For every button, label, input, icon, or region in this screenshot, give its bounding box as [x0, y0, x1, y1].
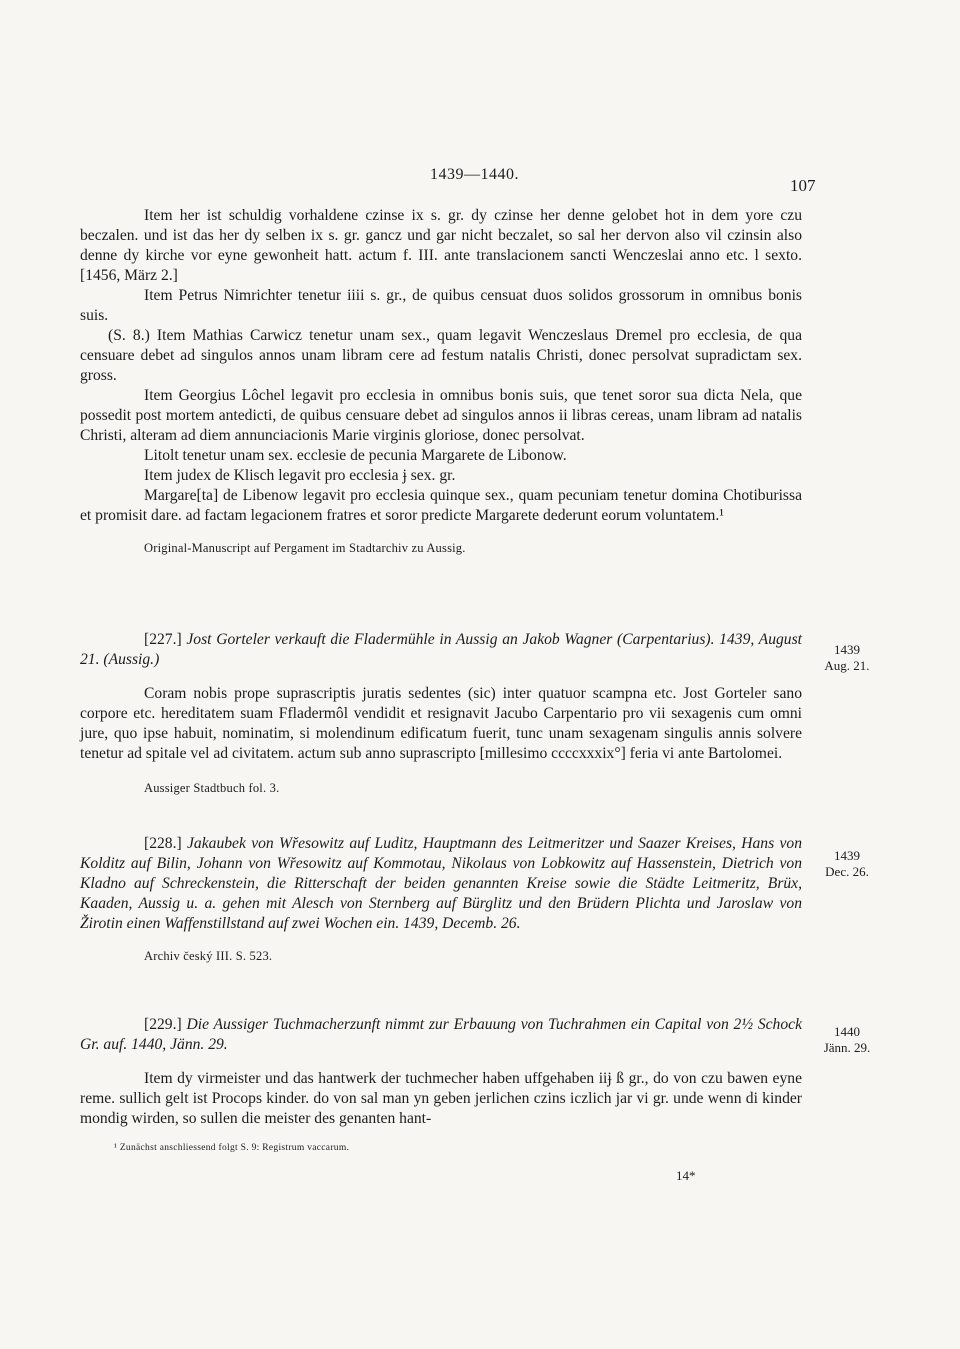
- margin-date-day: Dec. 26.: [825, 864, 869, 879]
- source-note: Archiv český III. S. 523.: [144, 949, 273, 963]
- paragraph: Item her ist schuldig vorhaldene czinse ix s. gr. dy czinse her denne gelobet hot in dem yore czu beczalen. und ist das her dy selben ix s. gr. gancz und gar nicht beczalet, so sal her dervon also vil czinsin also denne dy kirche vor eyne gewonheit hatt. actum f. III. ante translacionem sancti Wenczeslai anno etc. l sexto. [1456, März 2.]: [80, 207, 802, 284]
- margin-date-day: Aug. 21.: [824, 658, 870, 673]
- entry-body: Item dy virmeister und das hantwerk der tuchmecher haben uffgehaben iiɉ ß gr., do von czu bawen eyne reme. sullich gelt ist Procops kinder. do von sal man yn geben jerlichen czins iczlich jar vi gr. unde wenn di kinder mondig wirden, so sullen die meister des genanten hant-: [80, 1070, 802, 1127]
- entry-heading-text: Die Aussiger Tuchmacherzunft nimmt zur Erbauung von Tuchrahmen ein Capital von 2½ Schock Gr. auf. 1440, Jänn. 29.: [80, 1016, 802, 1053]
- paragraph: Item judex de Klisch legavit pro ecclesia ɉ sex. gr.: [144, 467, 456, 484]
- margin-date: [812, 642, 882, 674]
- entry-227: [80, 630, 802, 798]
- margin-date-year: 1440: [834, 1024, 860, 1039]
- margin-date-year: 1439: [834, 848, 860, 863]
- footnote: ¹ Zunächst anschliessend folgt S. 9: Registrum vaccarum.: [114, 1143, 350, 1153]
- paragraph: Litolt tenetur unam sex. ecclesie de pecunia Margarete de Libonow.: [144, 447, 567, 464]
- entry-body: Coram nobis prope suprascriptis juratis sedentes (sic) inter quatuor scampna etc. Jost Gorteler sano corpore etc. hereditatem suam Ffladermôl vendidit et resignavit Jacubo Carpentario pro vii sexagenis cum omni jure, quo ipse habuit, nominatim, si molendinum edificatum fuerit, tunc unam sexagenam singulis annis solvere tenetur ad spitale vel ad civitatem. actum sub anno suprascripto [millesimo ccccxxxix°] feria vi ante Bartolomei.: [80, 685, 802, 762]
- paragraph: Item Petrus Nimrichter tenetur iiii s. gr., de quibus censuat duos solidos grossorum in omnibus bonis suis.: [80, 287, 802, 324]
- entry-heading: [80, 834, 802, 934]
- entry-heading-text: Jost Gorteler verkauft die Fladermühle in Aussig an Jakob Wagner (Carpentarius). 1439, August 21. (Aussig.): [80, 631, 803, 668]
- margin-date-year: 1439: [834, 642, 860, 657]
- entry-number: [228.]: [144, 835, 182, 852]
- running-head-years: 1439—1440.: [430, 166, 519, 183]
- source-note: Aussiger Stadtbuch fol. 3.: [144, 781, 280, 795]
- margin-date: [812, 1024, 882, 1056]
- margin-date-day: Jänn. 29.: [823, 1040, 871, 1055]
- entry-number: [227.]: [144, 631, 182, 648]
- entry-number: [229.]: [144, 1016, 182, 1033]
- entry-heading: [80, 1015, 802, 1055]
- signature-mark: 14*: [676, 1168, 696, 1183]
- paragraph: Item Georgius Lôchel legavit pro ecclesia in omnibus bonis suis, que tenet soror sua dicta Nela, que possedit post mortem antedicti, de quibus censuare debet ad singulos annos ii libras cereas, unam libram ad natalis Christi, alteram ad diem annunciacionis Marie virginis gloriose, donec persolvat.: [80, 387, 802, 444]
- page-number: 107: [790, 176, 816, 195]
- paragraph: (S. 8.) Item Mathias Carwicz tenetur unam sex., quam legavit Wenczeslaus Dremel pro ecclesia, de qua censuare debet ad singulos annos unam libram cere ad festum natalis Christi, donec persolvat supradictam sex. gross.: [80, 327, 802, 384]
- margin-date: [812, 848, 882, 880]
- entry-heading-text: Jakaubek von Wřesowitz auf Luditz, Hauptmann des Leitmeritzer und Saazer Kreises, Hans von Kolditz auf Bilin, Johann von Wřesowitz auf Kommotau, Nikolaus von Lobkowitz auf Hassenstein, Dietrich von Kladno auf Schreckenstein, die Ritterschaft der beiden genannten Kreise sowie die Städte Leitmeritz, Brüx, Kaaden, Aussig u. a. gehen mit Alesch von Sternberg auf Bürglitz und den Brüdern Plichta und Jaroslaw von Žirotin einen Waffenstillstand auf zwei Wochen ein. 1439, Decemb. 26.: [80, 835, 802, 932]
- entry-229: [80, 1015, 802, 1129]
- intro-block: [80, 206, 802, 558]
- entry-heading: [80, 630, 802, 670]
- paragraph: Margare[ta] de Libenow legavit pro ecclesia quinque sex., quam pecuniam tenetur domina Chotiburissa et promisit dare. ad factam legacionem fratres et soror predicte Margarete dederunt eorum voluntatem.¹: [80, 487, 802, 524]
- source-note: Original-Manuscript auf Pergament im Stadtarchiv zu Aussig.: [144, 541, 466, 555]
- entry-228: [80, 834, 802, 966]
